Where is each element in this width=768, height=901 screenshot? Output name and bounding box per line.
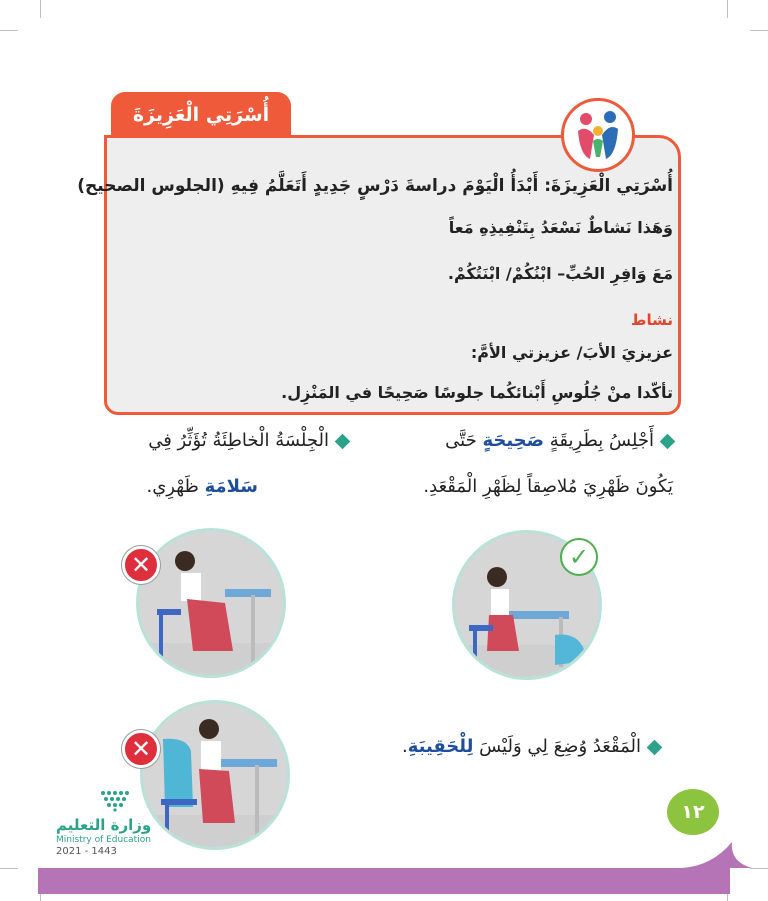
bullet-diamond-icon xyxy=(647,739,663,755)
bullet-correct-sitting-line-2: يَكُونَ ظَهْرِيَ مُلاصِقاً لِظَهْرِ الْمَقْعَدِ. xyxy=(423,476,673,497)
crop-mark xyxy=(0,868,18,869)
crop-mark xyxy=(40,0,41,18)
check-icon: ✓ xyxy=(560,538,598,576)
activity-label: نشاط xyxy=(630,311,673,329)
bottom-bar xyxy=(38,868,730,894)
crop-mark xyxy=(0,30,18,31)
unit-title: أُسْرَتِي الْعَزِيزَةَ xyxy=(132,104,270,126)
bullet-chair-for-me xyxy=(402,736,660,757)
ministry-name-arabic: وزارة التعليم xyxy=(56,816,152,834)
bullet-correct-sitting xyxy=(445,430,673,451)
bullet-text: الْمَقْعَدُ وُضِعَ لِي وَلَيْسَ xyxy=(473,736,641,757)
ministry-logo xyxy=(56,790,176,857)
highlight-word: سَلامَةِ xyxy=(204,476,258,497)
unit-title-tab xyxy=(111,92,291,138)
bullet-diamond-icon xyxy=(660,433,676,449)
family-note-line-2: وَهَذا نَشاطٌ نَسْعَدُ بِتَنْفِيذِهِ مَعاً xyxy=(448,218,673,237)
family-icon xyxy=(561,98,635,172)
bullet-text: . xyxy=(401,736,408,757)
page-corner-swoosh xyxy=(682,832,752,872)
crop-mark xyxy=(750,30,768,31)
bullet-text: الْجِلْسَةُ الْخاطِئَةُ تُؤَثِّرُ فِي xyxy=(148,430,329,451)
ministry-dots-icon xyxy=(100,790,130,812)
family-note-line-4: عزيزيَ الأبَ/ عزيزتي الأمَّ: xyxy=(470,343,673,362)
cross-icon: ✕ xyxy=(122,730,160,768)
crop-mark xyxy=(750,868,768,869)
edition-year: 2021 - 1443 xyxy=(56,846,117,857)
highlight-word: صَحِيحَةٍ xyxy=(482,430,545,451)
bullet-wrong-sitting-line-2 xyxy=(146,476,258,497)
bullet-wrong-sitting xyxy=(148,430,348,451)
page-number: ١٢ xyxy=(667,789,719,835)
highlight-word: لِلْحَقِيبَةِ xyxy=(407,736,474,757)
bullet-text: حَتَّى xyxy=(445,430,483,451)
bullet-text: ظَهْرِي. xyxy=(146,476,205,497)
crop-mark xyxy=(727,0,728,18)
family-note-line-5: تأكّدا منْ جُلُوسِ أَبْنائكُما جلوسًا صَحِيحًا في المَنْزِل. xyxy=(281,383,673,402)
girl-sitting-illustration xyxy=(139,531,283,675)
bullet-diamond-icon xyxy=(335,433,351,449)
photo-wrong-sitting xyxy=(136,528,286,678)
bullet-text: أَجْلِسُ بِطَرِيقَةٍ xyxy=(544,430,654,451)
cross-icon: ✕ xyxy=(122,546,160,584)
ministry-name-english: Ministry of Education xyxy=(56,835,151,845)
family-icon-graphic xyxy=(564,101,632,169)
family-note-line-1: أُسْرَتِي الْعَزِيزَةَ: أَبْدَأُ الْيَوْمَ دراسةَ دَرْسٍ جَدِيدٍ أَتَعَلَّمُ فِيهِ (الجلوس الصحيح) xyxy=(77,176,673,196)
family-note-line-3: مَعَ وَافِرِ الحُبِّ– ابْنُكُمْ/ ابْنَتُكُمْ. xyxy=(447,264,673,283)
